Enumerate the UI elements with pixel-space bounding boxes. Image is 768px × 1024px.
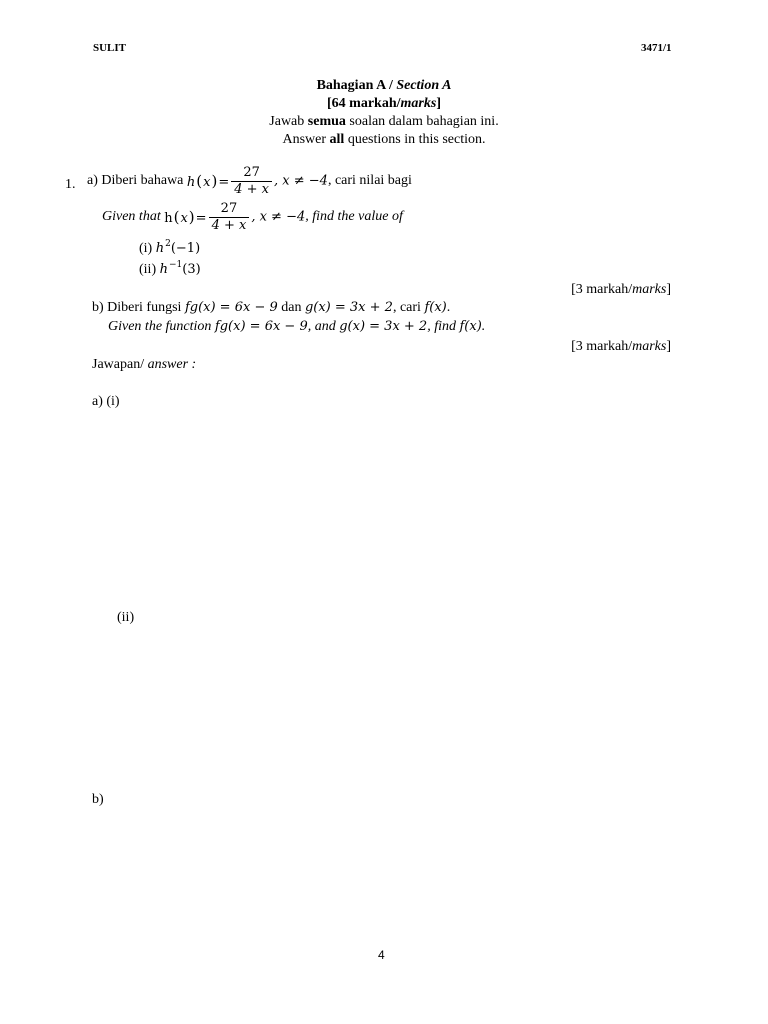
part-i-sup: 2: [165, 239, 171, 249]
marks-b-close: ]: [666, 339, 671, 354]
part-ii-arg: (3): [182, 262, 201, 277]
marks-a-ms: [3 markah/: [571, 282, 633, 297]
q1a-en-line: [102, 202, 403, 232]
q1b-ms-post: , cari: [392, 300, 425, 315]
marks-a: [571, 282, 671, 298]
answer-en: answer :: [147, 357, 197, 372]
instruction-ms-pre: Jawab: [269, 114, 308, 129]
q1a-ms-line: [87, 166, 412, 196]
section-title-en: Section A: [396, 78, 452, 93]
question-number: 1.: [65, 177, 76, 192]
instruction-en-pre: Answer: [282, 132, 330, 147]
q1a-ms-pre: a) Diberi bahawa: [87, 173, 187, 189]
answer-ms: Jawapan/: [92, 357, 148, 372]
instruction-ms-post: soalan dalam bahagian ini.: [345, 114, 499, 129]
marks-b: [571, 339, 671, 355]
q1a-en-condition: , x ≠ −4: [251, 209, 306, 225]
q1a-ms-post: , cari nilai bagi: [327, 173, 412, 189]
answer-b-label: b): [92, 792, 104, 807]
q1a-en-post: , find the value of: [305, 209, 403, 225]
header-code: 3471/1: [641, 42, 672, 54]
marks-b-ms: [3 markah/: [571, 339, 633, 354]
part-i-label: (i): [139, 241, 156, 256]
part-i-arg: (−1): [170, 241, 201, 256]
q1b-ms-g: g(x) = 3x + 2: [304, 300, 393, 315]
section-title-ms: Bahagian A: [316, 78, 386, 93]
q1b-ms-fg: fg(x) = 6x − 9: [184, 300, 278, 315]
section-marks-open: [64 markah/: [327, 96, 401, 111]
instruction-en-bold: all: [329, 132, 345, 147]
q1a-ms-h: h(x)=: [186, 171, 230, 190]
q1b-ms-mid: dan: [277, 300, 305, 315]
instruction-en-post: questions in this section.: [344, 132, 486, 147]
instruction-ms: [0, 114, 768, 130]
marks-a-en: marks: [632, 282, 667, 297]
part-ii-label: (ii): [139, 262, 160, 277]
q1b-ms-pre: b) Diberi fungsi: [92, 300, 185, 315]
section-title: [0, 78, 768, 94]
fraction-denominator: 4 + x: [209, 217, 250, 233]
q1a-ms-fraction: [231, 166, 272, 196]
q1b-ms-f: f(x): [424, 300, 447, 315]
section-marks-close: ]: [436, 96, 441, 111]
q1a-en-pre: Given that: [102, 209, 165, 225]
q1b-en-pre: Given the function: [108, 319, 215, 334]
section-marks: [0, 96, 768, 112]
q1b-en-fg: fg(x) = 6x − 9: [214, 319, 308, 334]
header-sulit: SULIT: [93, 42, 127, 54]
page-number: 4: [378, 948, 385, 962]
q1a-en-fraction: [209, 202, 250, 232]
fraction-denominator: 4 + x: [231, 181, 272, 197]
fraction-numerator: 27: [243, 165, 260, 180]
q1a-part-i: (i) $h^2(-1)$: [139, 239, 201, 256]
q1a-part-ii: (ii) $h^{-1}(3)$: [139, 260, 201, 277]
q1a-ms-condition: , x ≠ −4: [274, 173, 328, 189]
instruction-ms-bold: semua: [307, 114, 346, 129]
instruction-en: [0, 132, 768, 148]
answer-heading: [92, 357, 196, 373]
q1b-en-line: Given the function fg(x) = 6x − 9, and g(x) = 3x + 2, find f(x).: [108, 319, 486, 334]
q1b-en-g: g(x) = 3x + 2: [339, 319, 428, 334]
marks-b-en: marks: [632, 339, 667, 354]
marks-a-close: ]: [666, 282, 671, 297]
section-title-sep: /: [385, 78, 397, 93]
part-ii-sup: −1: [168, 260, 183, 270]
q1a-en-h: h(x)=: [164, 207, 207, 226]
q1b-ms-line: b) Diberi fungsi fg(x) = 6x − 9 dan g(x) = 3x + 2, cari f(x).: [92, 300, 451, 315]
section-marks-en: marks: [400, 96, 437, 111]
fraction-numerator: 27: [220, 201, 238, 216]
answer-a-i-label: a) (i): [92, 394, 120, 409]
q1b-en-post: , find: [427, 319, 460, 334]
answer-a-ii-label: (ii): [117, 610, 135, 625]
q1b-en-f: f(x): [459, 319, 482, 334]
q1b-en-mid: , and: [307, 319, 340, 334]
